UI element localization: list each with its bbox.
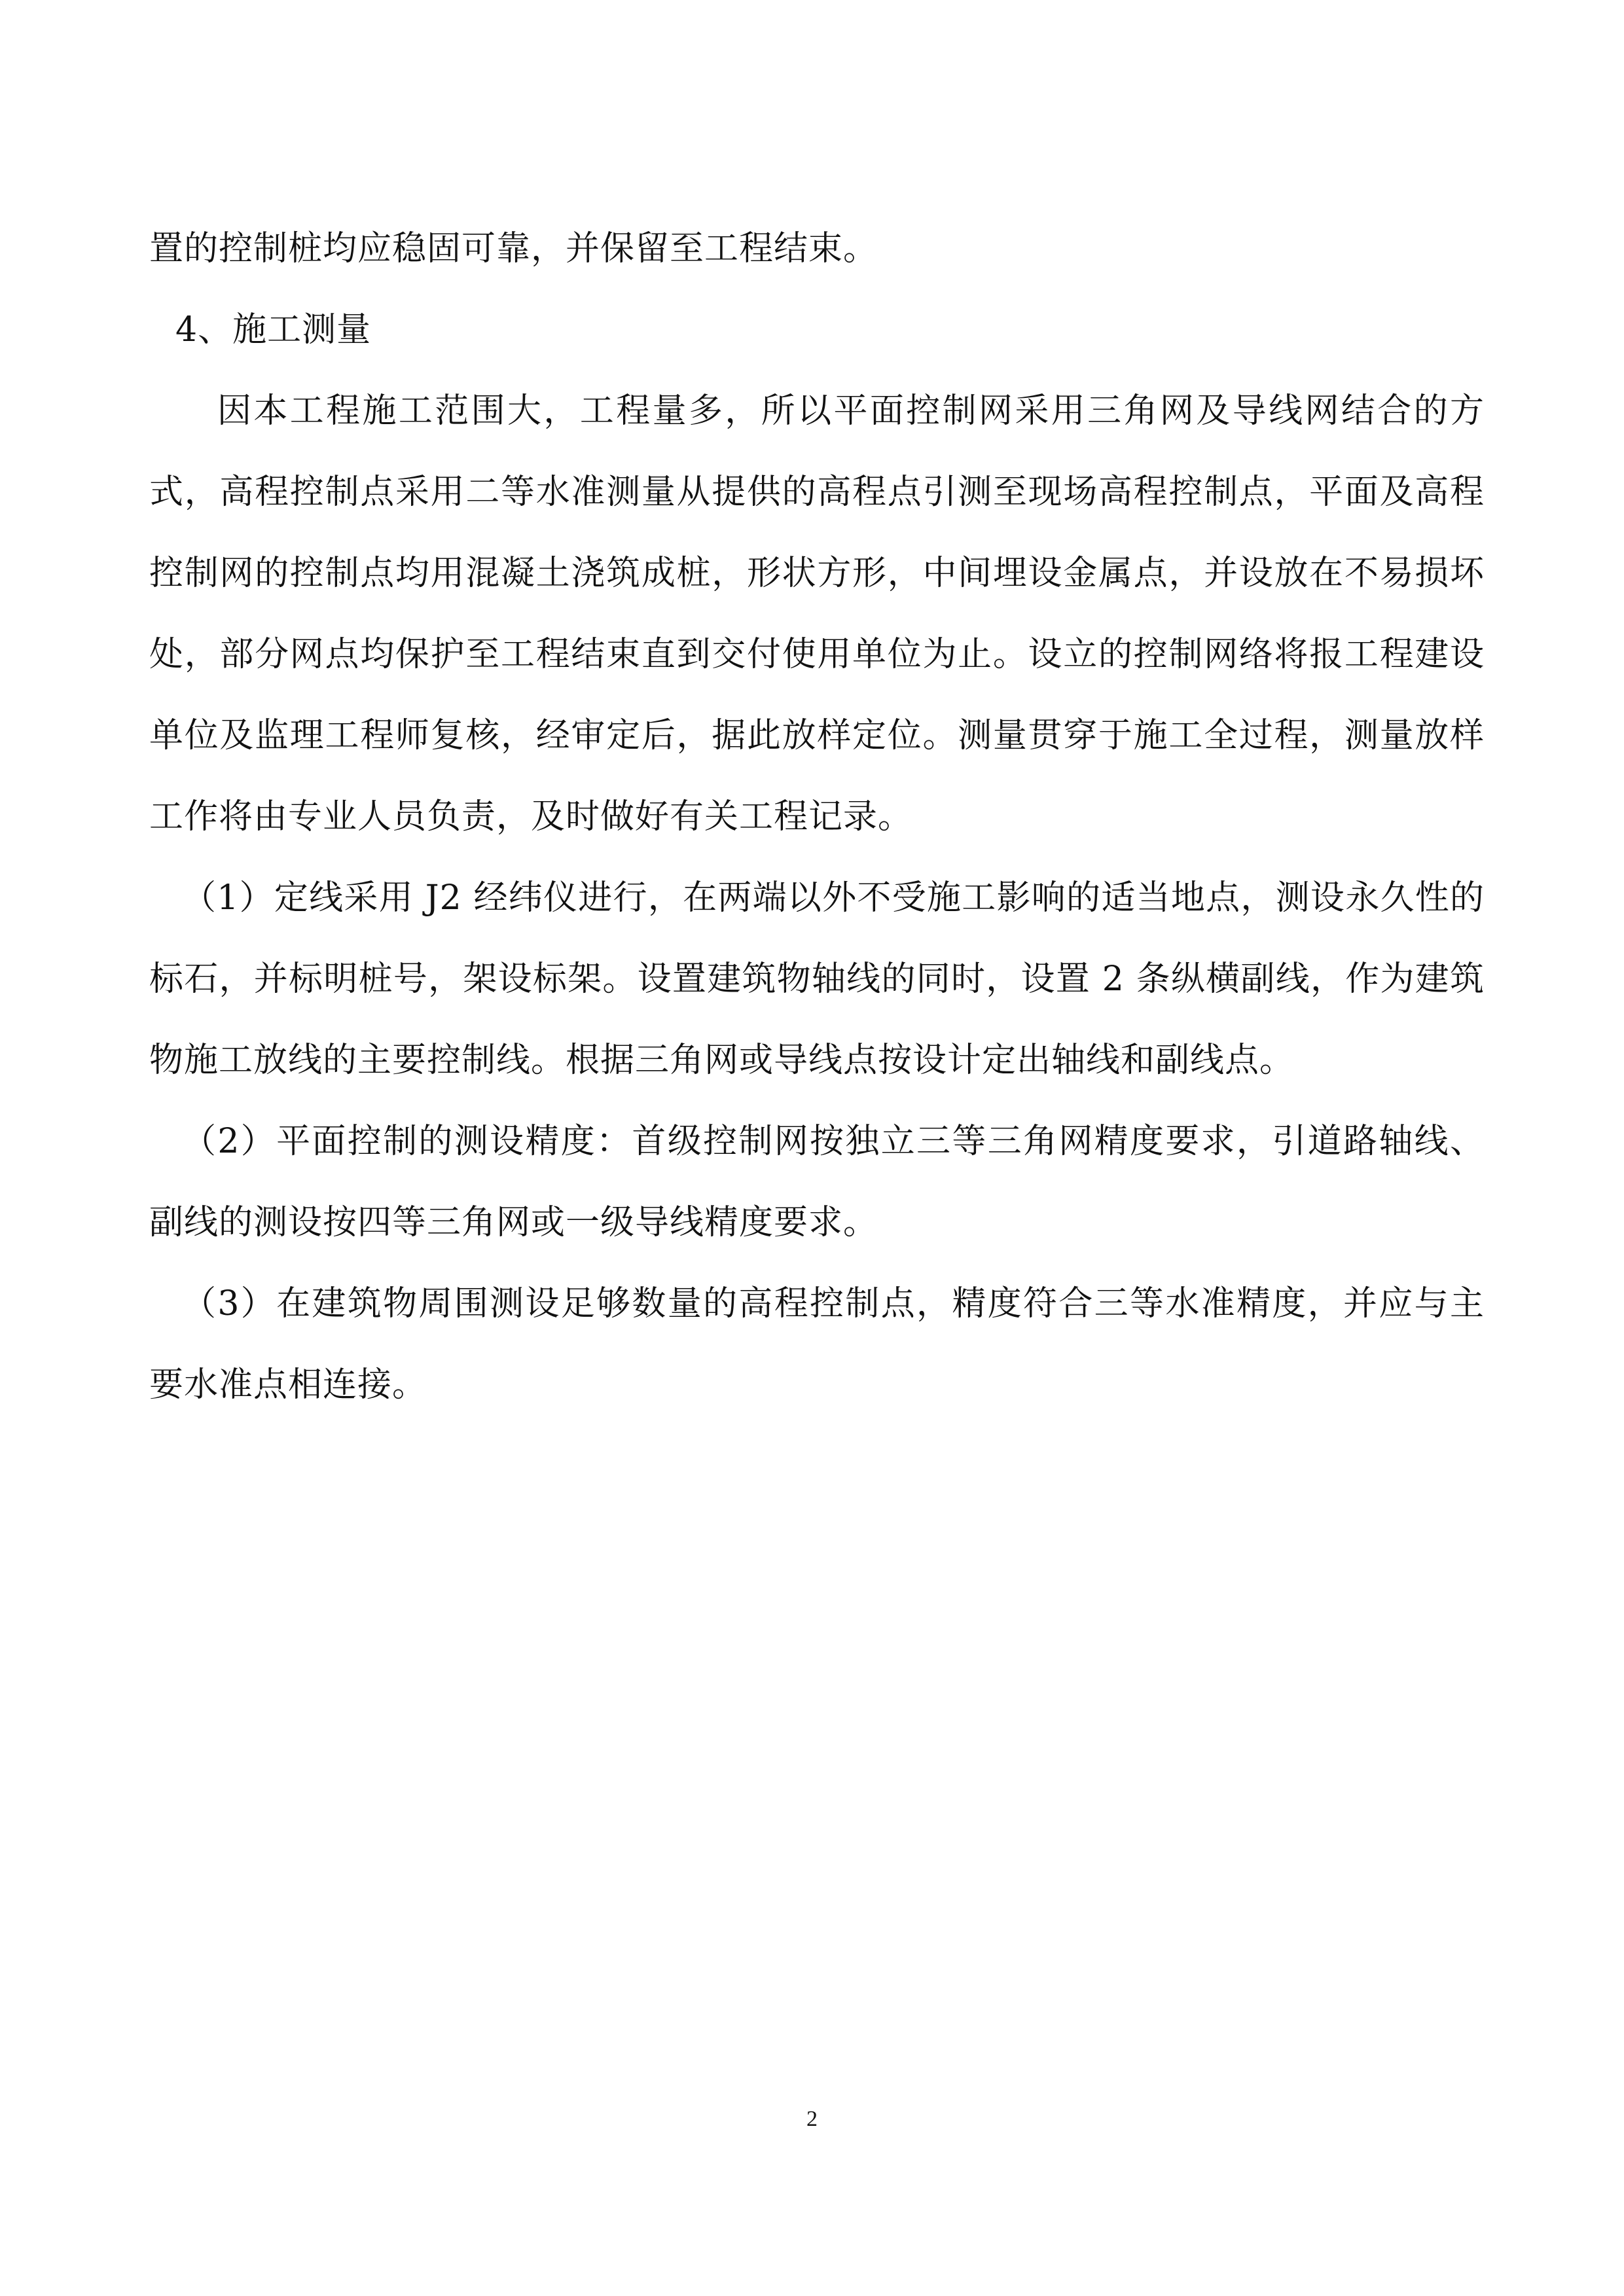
- list-item-2: （2）平面控制的测设精度：首级控制网按独立三等三角网精度要求，引道路轴线、副线的测设按四等三角网或一级导线精度要求。: [149, 1122, 1485, 1242]
- section-heading: 4、施工测量: [175, 310, 372, 350]
- list-item-1: （1）定线采用 J2 经纬仪进行，在两端以外不受施工影响的适当地点，测设永久性的标石，并标明桩号，架设标架。设置建筑物轴线的同时，设置 2 条纵横副线，作为建筑物施工放线的主要控制线。根据三角网或导线点按设计定出轴线和副线点。: [149, 878, 1485, 1080]
- body-paragraph: 因本工程施工范围大，工程量多，所以平面控制网采用三角网及导线网结合的方式，高程控制点采用二等水准测量从提供的高程点引测至现场高程控制点，平面及高程控制网的控制点均用混凝土浇筑成桩，形状方形，中间埋设金属点，并设放在不易损坏处，部分网点均保护至工程结束直到交付使用单位为止。设立的控制网络将报工程建设单位及监理工程师复核，经审定后，据此放样定位。测量贯穿于施工全过程，测量放样工作将由专业人员负责，及时做好有关工程记录。: [149, 391, 1485, 836]
- page-number: 2: [806, 2107, 818, 2131]
- continuation-paragraph: 置的控制桩均应稳固可靠，并保留至工程结束。: [149, 229, 878, 268]
- page-body: [149, 208, 1485, 1426]
- list-item-3: （3）在建筑物周围测设足够数量的高程控制点，精度符合三等水准精度，并应与主要水准点相连接。: [149, 1284, 1485, 1405]
